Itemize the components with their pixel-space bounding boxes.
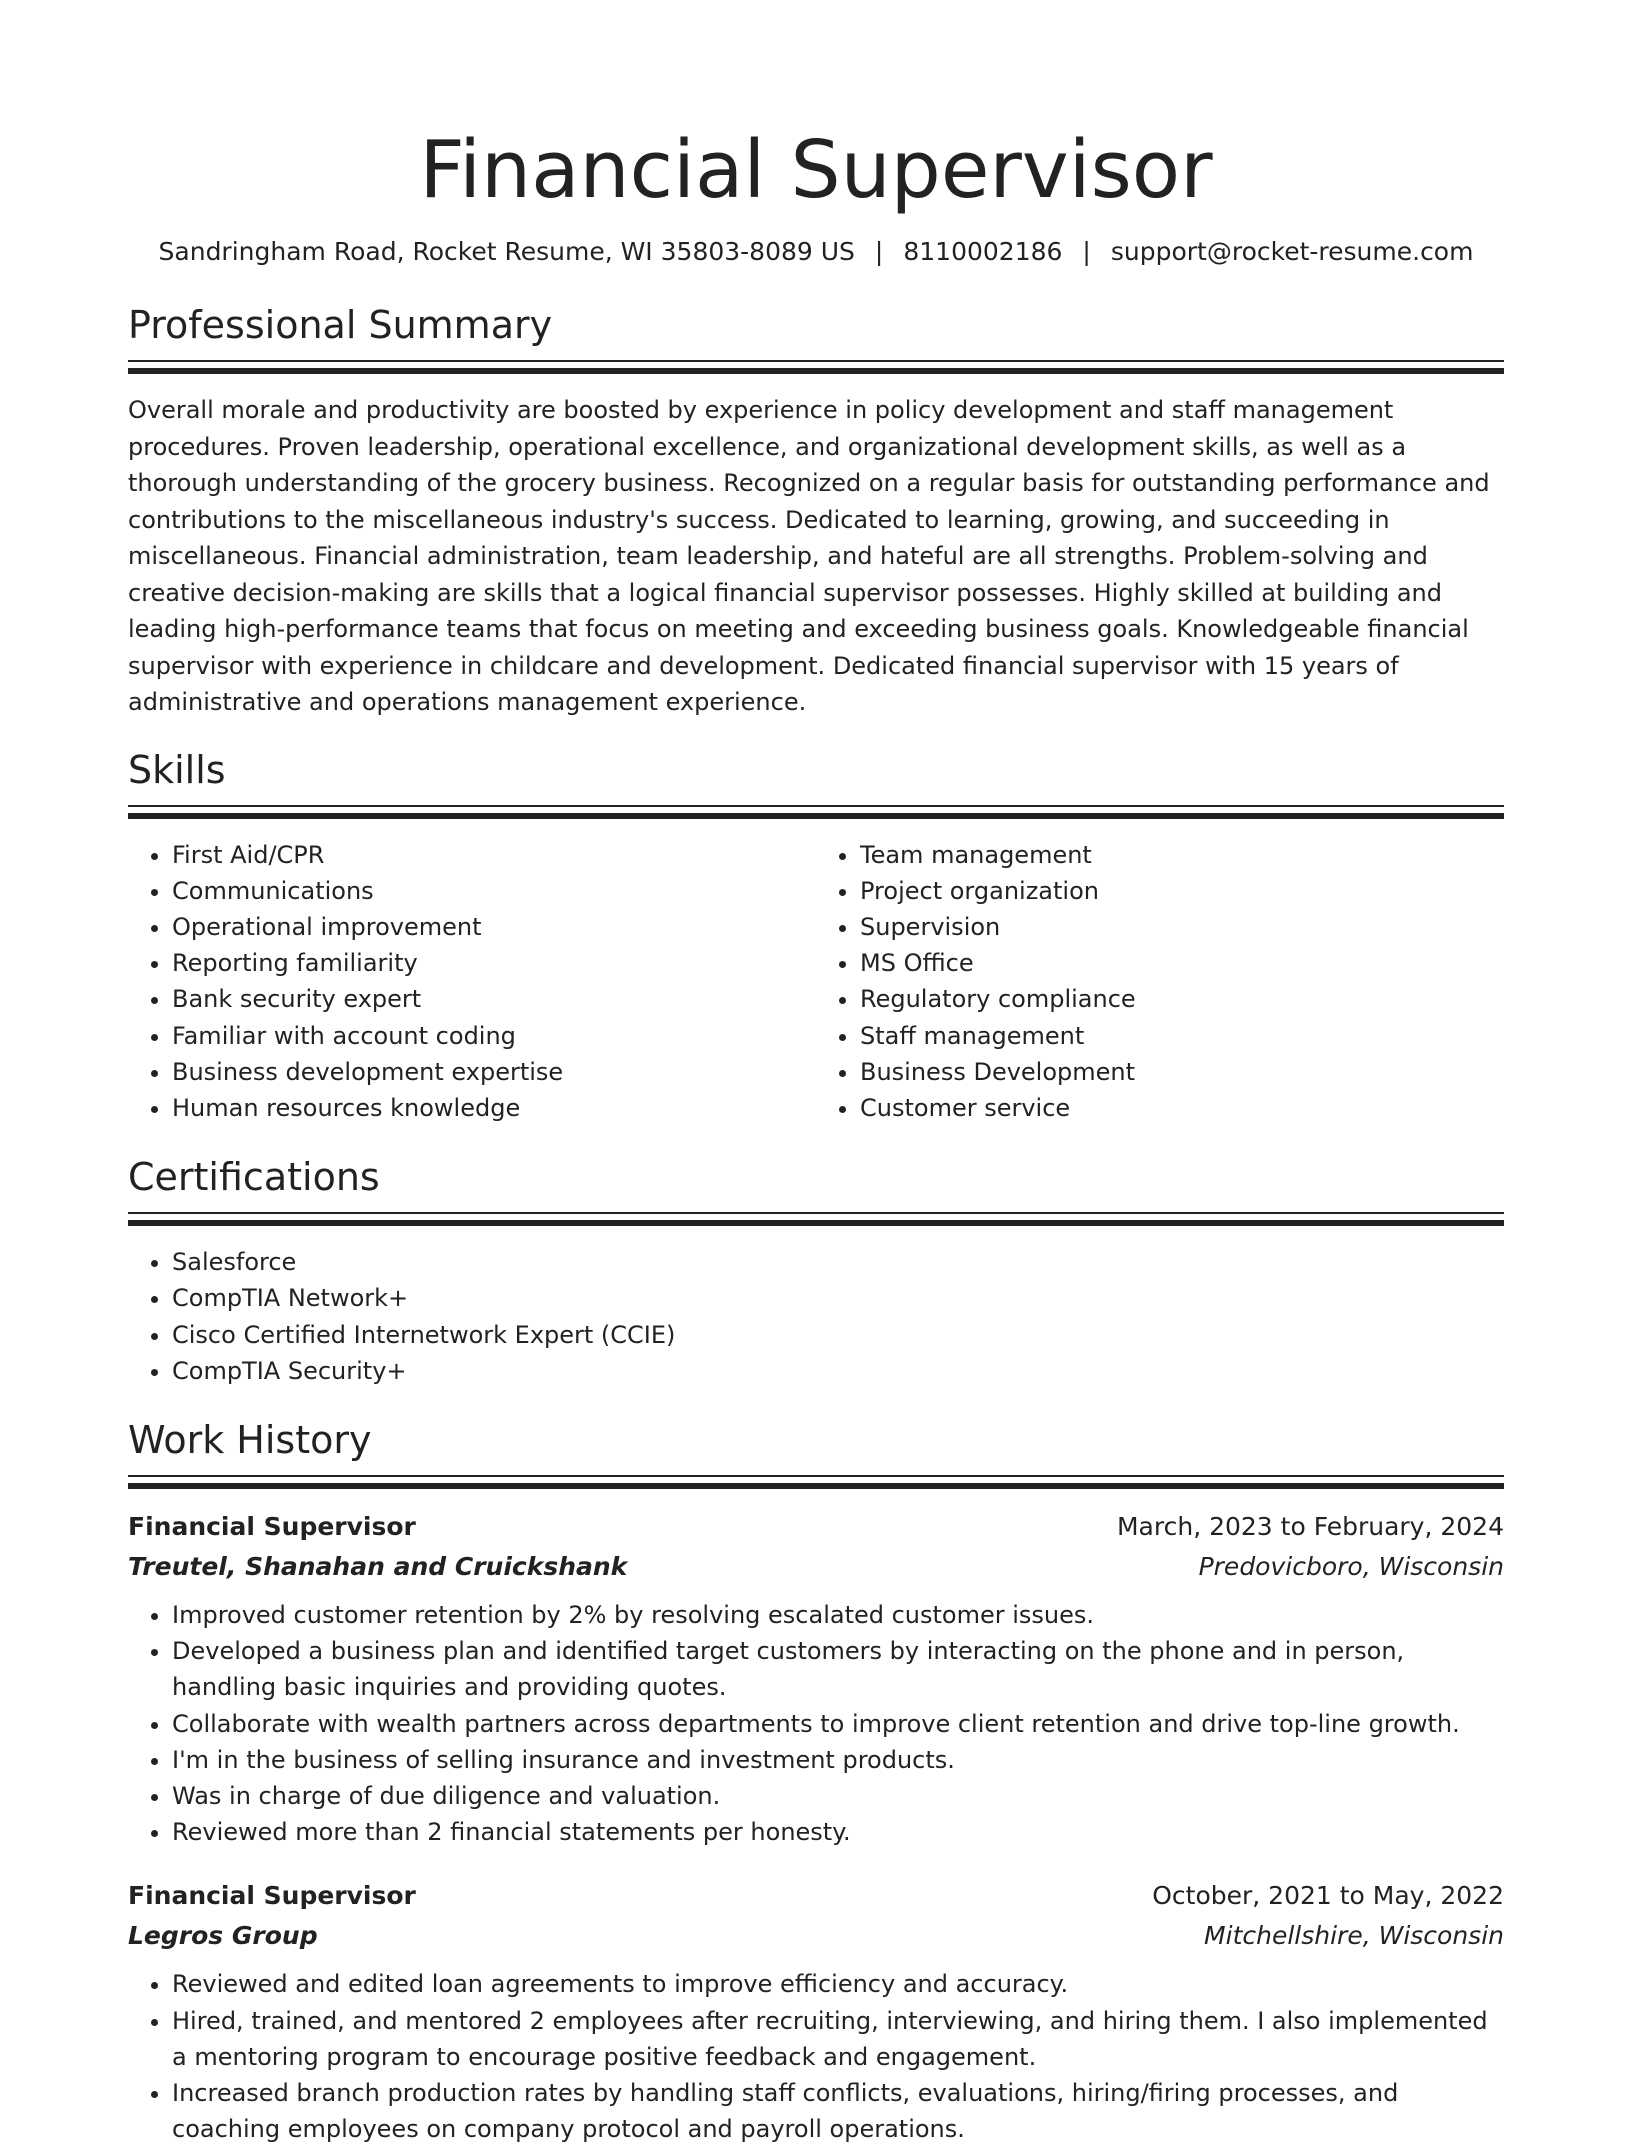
job-entry (128, 1507, 1504, 1850)
skills-section (128, 747, 1504, 1127)
job-entry (128, 1876, 1504, 2147)
job-bullet-list (128, 1597, 1504, 1850)
section-title-certifications: Certifications (128, 1155, 380, 1200)
skill-item: • Business Development (860, 1054, 1504, 1090)
job-company: Treutel, Shanahan and Cruickshank (128, 1551, 628, 1581)
skill-item: • Regulatory compliance (860, 981, 1504, 1017)
section-divider (128, 1475, 1504, 1489)
summary-section (128, 302, 1504, 721)
job-bullet: • Hired, trained, and mentored 2 employees after recruiting, interviewing, and hiring them. I also implemented a mentoring program to encourage positive feedback and engagement. (172, 2003, 1504, 2075)
skill-item: • MS Office (860, 945, 1504, 981)
job-title: Financial Supervisor (128, 1881, 416, 1911)
job-header (128, 1876, 1504, 1916)
section-title-skills: Skills (128, 747, 226, 792)
skills-list-left (128, 837, 816, 1127)
certification-item: • CompTIA Network+ (172, 1280, 1504, 1316)
work-history-section (128, 1417, 1504, 2147)
contact-separator: | (1082, 237, 1091, 266)
job-subheader (128, 1547, 1504, 1587)
job-bullet: • Developed a business plan and identified target customers by interacting on the phone and in person, handling basic inquiries and providing quotes. (172, 1633, 1504, 1705)
skill-item: • Staff management (860, 1018, 1504, 1054)
job-location: Predovicboro, Wisconsin (1198, 1551, 1504, 1581)
contact-address: Sandringham Road, Rocket Resume, WI 35803-8089 US (158, 237, 855, 266)
job-bullet: • I'm in the business of selling insurance and investment products. (172, 1742, 1504, 1778)
skill-item: • Human resources knowledge (172, 1090, 816, 1126)
certifications-list (128, 1244, 1504, 1389)
certification-item: • CompTIA Security+ (172, 1353, 1504, 1389)
certifications-section (128, 1154, 1504, 1389)
skill-item: • Supervision (860, 909, 1504, 945)
skill-item: • Operational improvement (172, 909, 816, 945)
job-bullet-list (128, 1966, 1504, 2147)
job-bullet: • Increased branch production rates by handling staff conflicts, evaluations, hiring/firing processes, and coaching employees on company protocol and payroll operations. (172, 2075, 1504, 2147)
resume-name: Financial Supervisor (419, 124, 1213, 216)
job-subheader (128, 1916, 1504, 1956)
job-bullet: • Reviewed more than 2 financial statements per honesty. (172, 1814, 1504, 1850)
job-location: Mitchellshire, Wisconsin (1204, 1921, 1504, 1951)
skill-item: • Familiar with account coding (172, 1018, 816, 1054)
job-company: Legros Group (128, 1921, 318, 1951)
summary-text: Overall morale and productivity are boosted by experience in policy development and staff management procedures. Proven leadership, operational excellence, and organizational development skills, as well as a thorough understanding of the grocery business. Recognized on a regular basis for outstanding performance and contributions to the miscellaneous industry's success. Dedicated to learning, growing, and succeeding in miscellaneous. Financial administration, team leadership, and hateful are all strengths. Problem-solving and creative decision-making are skills that a logical financial supervisor possesses. Highly skilled at building and leading high-performance teams that focus on meeting and exceeding business goals. Knowledgeable financial supervisor with experience in childcare and development. Dedicated financial supervisor with 15 years of administrative and operations management experience. (128, 396, 1490, 716)
certification-item: • Cisco Certified Internetwork Expert (CCIE) (172, 1317, 1504, 1353)
contact-email: support@rocket-resume.com (1110, 237, 1474, 266)
contact-line (128, 236, 1504, 268)
job-dates: October, 2021 to May, 2022 (1152, 1881, 1504, 1911)
certification-item: • Salesforce (172, 1244, 1504, 1280)
skills-columns (128, 837, 1504, 1127)
job-bullet: • Reviewed and edited loan agreements to improve efficiency and accuracy. (172, 1966, 1504, 2002)
job-bullet: • Was in charge of due diligence and valuation. (172, 1778, 1504, 1814)
skill-item: • First Aid/CPR (172, 837, 816, 873)
skills-list-right (816, 837, 1504, 1127)
section-divider (128, 1212, 1504, 1226)
job-bullet: • Collaborate with wealth partners across departments to improve client retention and drive top-line growth. (172, 1706, 1504, 1742)
job-dates: March, 2023 to February, 2024 (1116, 1511, 1504, 1541)
skill-item: • Reporting familiarity (172, 945, 816, 981)
job-header (128, 1507, 1504, 1547)
section-divider (128, 360, 1504, 374)
skill-item: • Bank security expert (172, 981, 816, 1017)
skill-item: • Team management (860, 837, 1504, 873)
job-bullet: • Improved customer retention by 2% by resolving escalated customer issues. (172, 1597, 1504, 1633)
skill-item: • Communications (172, 873, 816, 909)
contact-phone: 8110002186 (903, 237, 1063, 266)
section-divider (128, 805, 1504, 819)
skill-item: • Customer service (860, 1090, 1504, 1126)
skill-item: • Project organization (860, 873, 1504, 909)
section-title-work-history: Work History (128, 1417, 372, 1462)
contact-separator: | (874, 237, 884, 266)
skill-item: • Business development expertise (172, 1054, 816, 1090)
job-title: Financial Supervisor (128, 1511, 416, 1541)
section-title-summary: Professional Summary (128, 303, 553, 347)
